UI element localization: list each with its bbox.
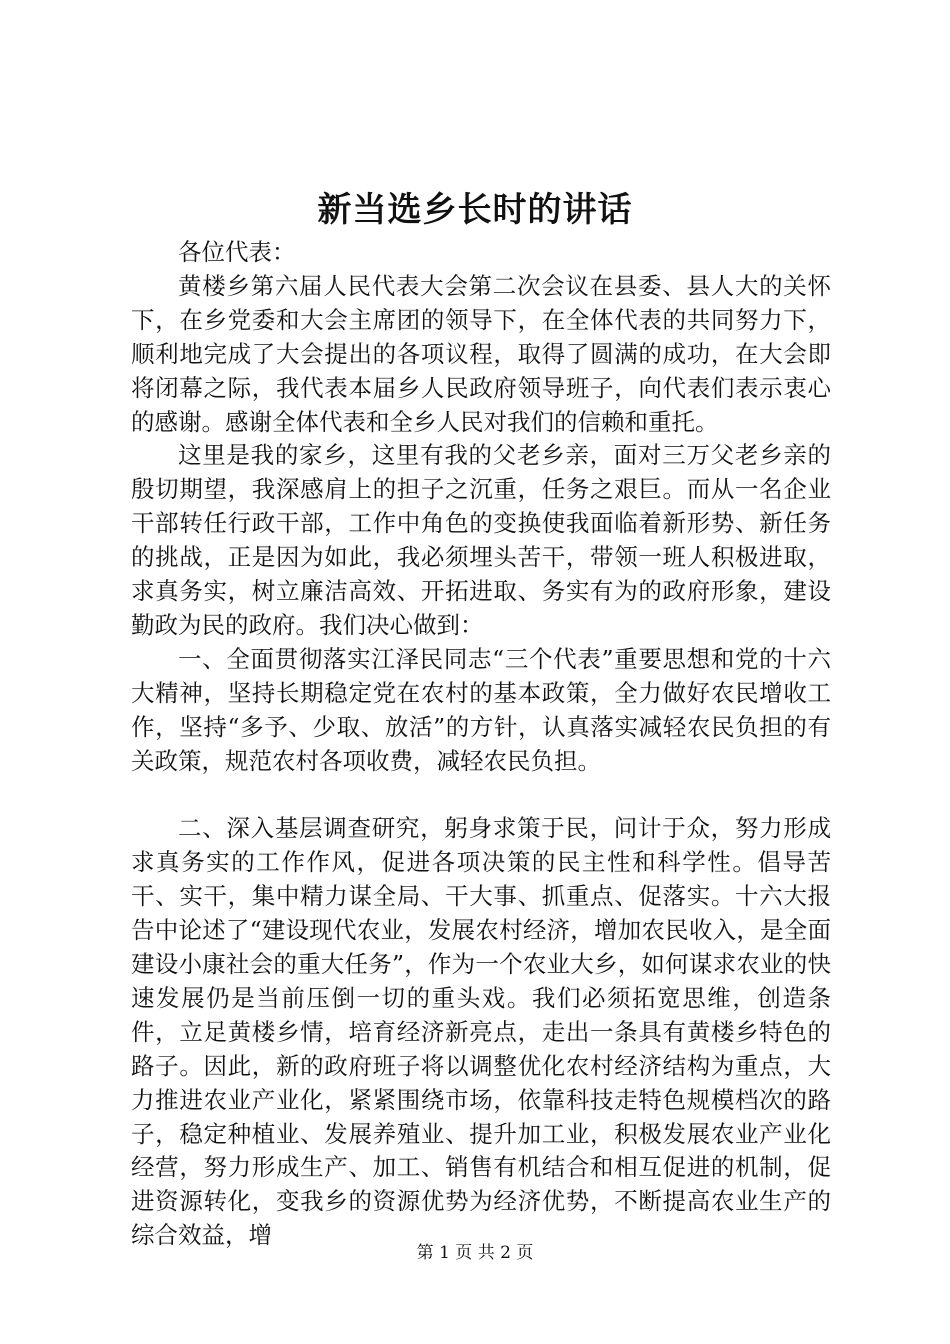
salutation: 各位代表： [178,238,296,266]
page-footer: 第 1 页 共 2 页 [416,1243,534,1263]
paragraph-3: 一、全面贯彻落实江泽民同志“三个代表”重要思想和党的十六大精神，坚持长期稳定党在农村的基本政策，全力做好农民增收工作，坚持“多予、少取、放活”的方针，认真落实减轻农民负担的有关政策，规范农村各项收费，减轻农民负担。 [131,644,831,775]
page-title: 新当选乡长时的讲话 [317,190,633,230]
paragraph-1: 黄楼乡第六届人民代表大会第二次会议在县委、县人大的关怀下，在乡党委和大会主席团的领导下，在全体代表的共同努力下，顺利地完成了大会提出的各项议程，取得了圆满的成功，在大会即将闭幕之际，我代表本届乡人民政府领导班子，向代表们表示衷心的感谢。感谢全体代表和全乡人民对我们的信赖和重托。 [131,271,831,436]
paragraph-4: 二、深入基层调查研究，躬身求策于民，问计于众，努力形成求真务实的工作作风，促进各项决策的民主性和科学性。倡导苦干、实干，集中精力谋全局、干大事、抓重点、促落实。十六大报告中论述了“建设现代农业，发展农村经济，增加农民收入，是全面建设小康社会的重大任务”，作为一个农业大乡，如何谋求农业的快速发展仍是当前压倒一切的重头戏。我们必须拓宽思维，创造条件，立足黄楼乡情，培育经济新亮点，走出一条具有黄楼乡特色的路子。因此，新的政府班子将以调整优化农村经济结构为重点，大力推进农业产业化，紧紧围绕市场，依靠科技走特色规模档次的路子，稳定种植业、发展养殖业、提升加工业，积极发展农业产业化经营，努力形成生产、加工、销售有机结合和相互促进的机制，促进资源转化，变我乡的资源优势为经济优势，不断提高农业生产的综合效益，增 [131,814,831,1250]
paragraph-2: 这里是我的家乡，这里有我的父老乡亲，面对三万父老乡亲的殷切期望，我深感肩上的担子之沉重，任务之艰巨。而从一名企业干部转任行政干部，工作中角色的变换使我面临着新形势、新任务的挑战，正是因为如此，我必须埋头苦干，带领一班人积极进取，求真务实，树立廉洁高效、开拓进取、务实有为的政府形象，建设勤政为民的政府。我们决心做到： [131,441,831,639]
document-body [131,236,831,1253]
